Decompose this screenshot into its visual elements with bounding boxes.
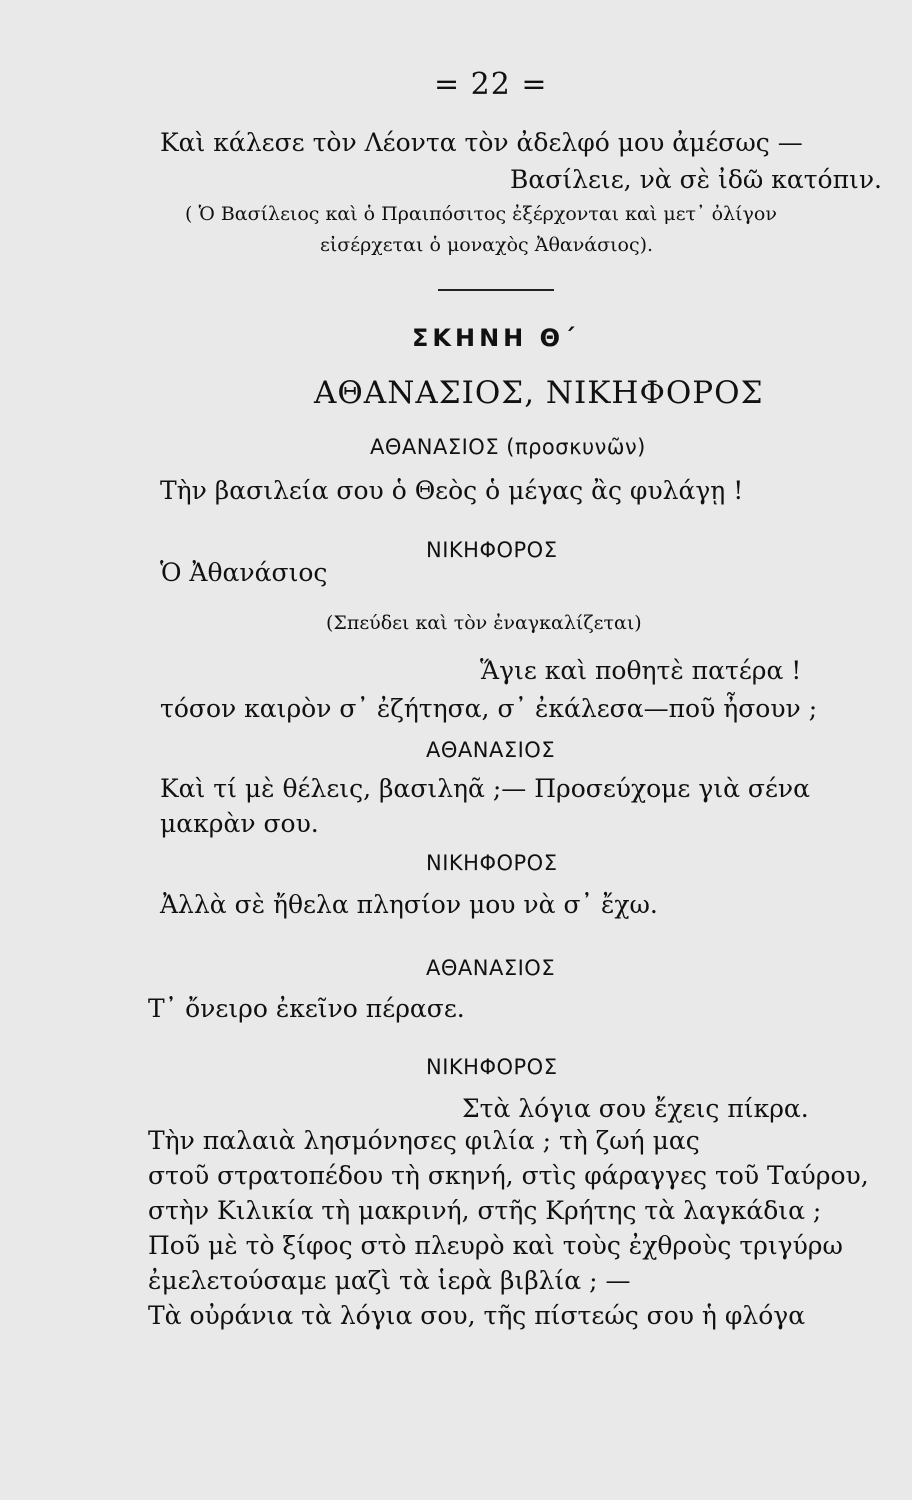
verse-line: Στὰ λόγια σου ἔχεις πίκρα. [462, 1094, 809, 1123]
speaker-name: ΑΘΑΝΑΣΙΟΣ (προσκυνῶν) [370, 435, 646, 459]
speaker-name: ΝΙΚΗΦΟΡΟΣ [426, 851, 558, 875]
verse-line: Τὴν βασιλεία σου ὁ Θεὸς ὁ μέγας ἂς φυλάγῃ ! [160, 476, 744, 505]
speaker-name: ΑΘΑΝΑΣΙΟΣ [426, 738, 556, 762]
stage-direction: (Σπεύδει καὶ τὸν ἐναγκαλίζεται) [326, 612, 642, 634]
speaker-name: ΑΘΑΝΑΣΙΟΣ [426, 956, 556, 980]
verse-line: Ὁ Ἀθανάσιος [160, 558, 328, 587]
verse-line: Ποῦ μὲ τὸ ξίφος στὸ πλευρὸ καὶ τοὺς ἐχθροὺς τριγύρω [148, 1231, 843, 1260]
scene-title: ΣΚΗΝΗ Θ΄ [412, 324, 579, 352]
scene-characters: ΑΘΑΝΑΣΙΟΣ, ΝΙΚΗΦΟΡΟΣ [314, 375, 764, 411]
verse-line: Ἅγιε καὶ ποθητὲ πατέρα ! [480, 656, 802, 685]
stage-direction: εἰσέρχεται ὁ μοναχὸς Ἀθανάσιος). [320, 234, 654, 256]
verse-line: Βασίλειε, νὰ σὲ ἰδῶ κατόπιν. [510, 165, 882, 194]
verse-line: στὴν Κιλικία τὴ μακρινή, στῆς Κρήτης τὰ λαγκάδια ; [148, 1196, 822, 1225]
verse-line: Τὰ οὐράνια τὰ λόγια σου, τῆς πίστεώς σου ἡ φλόγα [148, 1301, 806, 1330]
verse-line: μακρὰν σου. [160, 809, 319, 838]
speaker-name: ΝΙΚΗΦΟΡΟΣ [426, 1055, 558, 1079]
divider-rule [438, 289, 554, 291]
verse-line: τόσον καιρὸν σ᾽ ἐζήτησα, σ᾽ ἐκάλεσα—ποῦ ἦσουν ; [160, 694, 818, 723]
stage-direction: ( Ὁ Βασίλειος καὶ ὁ Πραιπόσιτος ἐξέρχονται καὶ μετ᾽ ὀλίγον [185, 203, 777, 225]
page-number: = 22 = [434, 67, 548, 102]
verse-line: Τ᾽ ὄνειρο ἐκεῖνο πέρασε. [148, 994, 465, 1023]
verse-line: Τὴν παλαιὰ λησμόνησες φιλία ; τὴ ζωή μας [148, 1126, 700, 1155]
verse-line: Καὶ κάλεσε τὸν Λέοντα τὸν ἀδελφό μου ἀμέσως — [160, 128, 803, 157]
verse-line: στοῦ στρατοπέδου τὴ σκηνή, στὶς φάραγγες τοῦ Ταύρου, [148, 1161, 869, 1190]
verse-line: Ἀλλὰ σὲ ἤθελα πλησίον μου νὰ σ᾽ ἔχω. [160, 890, 658, 919]
speaker-name: ΝΙΚΗΦΟΡΟΣ [426, 538, 558, 562]
verse-line: ἐμελετούσαμε μαζὶ τὰ ἱερὰ βιβλία ; — [148, 1266, 631, 1295]
verse-line: Καὶ τί μὲ θέλεις, βασιληᾶ ;— Προσεύχομε γιὰ σένα [160, 774, 810, 803]
